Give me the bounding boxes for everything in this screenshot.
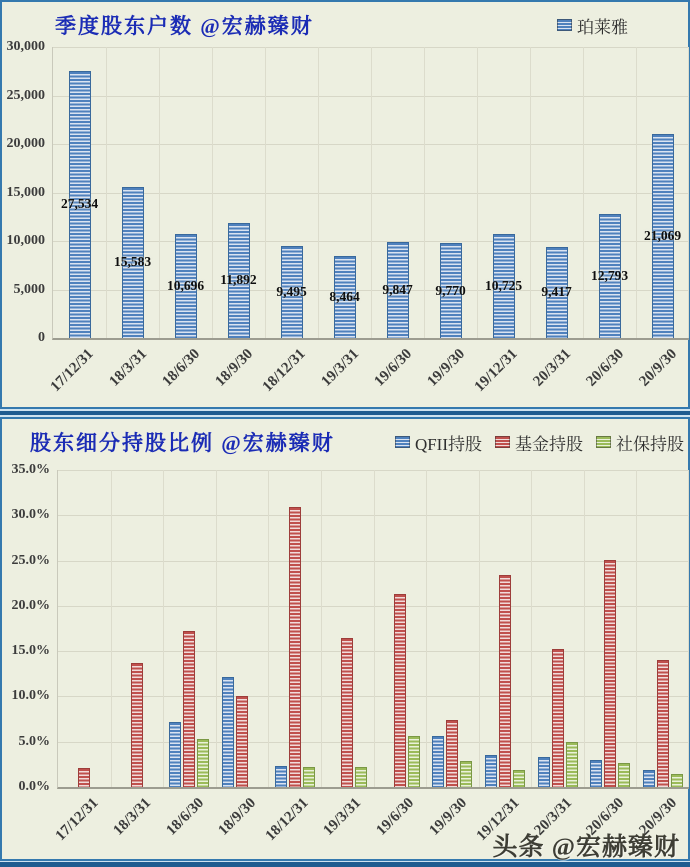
x-axis-tick-label: 20/9/30 [636,795,681,839]
legend-entry [557,13,628,38]
基金持股-bar [604,560,616,787]
gridline-vertical [583,47,584,338]
gridline-vertical [374,470,375,787]
y-axis-tick-label: 20,000 [6,136,45,151]
x-axis-tick-label: 19/6/30 [373,795,418,839]
x-axis-tick-label: 18/3/31 [110,795,155,839]
y-axis-tick-label: 30,000 [6,39,45,54]
y-axis-tick-label: 15.0% [11,643,50,659]
blue-series-swatch-icon [395,436,410,448]
gridline-vertical [321,470,322,787]
y-axis-tick-label: 0.0% [18,779,50,794]
gridline-vertical [268,470,269,787]
chart-title: 季度股东户数 @宏赫臻财 [55,14,314,38]
legend-label: 基金持股 [515,434,583,454]
QFII持股-bar [590,760,602,787]
legend [557,13,628,38]
bar-value-label: 8,464 [329,288,360,304]
QFII持股-bar [538,757,550,787]
基金持股-bar [499,575,511,787]
gridline-vertical [636,470,637,787]
x-axis-tick-label: 19/3/31 [318,346,362,390]
QFII持股-bar [169,722,181,787]
gridline-vertical [106,47,107,338]
gridline-vertical [530,47,531,338]
社保持股-bar [303,767,315,787]
gridline-vertical [688,47,689,338]
holding-ratio-chart-panel [0,417,690,861]
legend-label: QFII持股 [414,434,482,454]
x-axis-tick-label: 20/9/30 [636,346,680,390]
社保持股-bar [460,761,472,787]
plot-area [6,39,689,396]
基金持股-bar [657,660,669,787]
plot-area [11,462,689,845]
legend-entry [395,430,482,455]
x-axis-tick-label: 19/9/30 [425,795,470,839]
基金持股-bar [552,649,564,787]
gridline-vertical [216,470,217,787]
watermark: 头条 @宏赫臻财 [492,834,680,861]
bar-value-label: 11,892 [220,272,257,288]
bar-value-label: 9,847 [382,282,413,298]
x-axis-tick-label: 20/3/31 [530,346,574,390]
legend-entry [495,430,583,455]
y-axis-tick-label: 10,000 [6,233,45,248]
x-axis-tick-label: 20/6/30 [583,795,628,839]
chart-header [30,427,684,457]
社保持股-bar [513,770,525,787]
bar-value-label: 9,417 [541,284,572,300]
基金持股-bar [289,507,301,787]
社保持股-bar [671,774,683,787]
QFII持股-bar [222,677,234,787]
bar-value-label: 12,793 [590,267,629,283]
x-axis-tick-label: 18/6/30 [159,346,203,390]
基金持股-bar [131,663,143,787]
x-axis-tick-label: 19/3/31 [320,795,365,839]
QFII持股-bar [485,755,497,787]
y-axis-tick-label: 30.0% [11,507,50,523]
社保持股-bar [197,739,209,787]
gridline-vertical [531,470,532,787]
panel-separator [0,409,690,417]
y-axis-tick-label: 20.0% [11,597,50,613]
bar-value-label: 9,770 [435,282,466,298]
bar-value-label: 21,069 [643,227,682,243]
gridline-vertical [479,470,480,787]
x-axis-tick-label: 18/9/30 [212,346,256,390]
x-axis-tick-label: 18/9/30 [215,795,260,839]
gridline-vertical [426,470,427,787]
基金持股-bar [394,594,406,787]
社保持股-bar [408,736,420,787]
x-axis-tick-label: 18/3/31 [106,346,150,390]
x-axis-tick-label: 17/12/31 [52,795,102,845]
y-axis-tick-label: 10.0% [11,688,50,704]
gridline-vertical [371,47,372,338]
QFII持股-bar [643,770,655,787]
y-axis-tick-label: 5,000 [13,281,45,297]
gridline-vertical [111,470,112,787]
x-axis-tick-label: 18/6/30 [163,795,207,839]
green-series-swatch-icon [596,436,611,448]
x-axis-tick-label: 19/6/30 [371,346,415,390]
shareholder-count-chart-panel [0,0,690,409]
x-axis-tick-label: 18/12/31 [259,346,309,396]
chart-header [55,10,628,40]
y-axis-tick-label: 25,000 [6,87,45,103]
社保持股-bar [618,763,630,787]
x-axis-tick-label: 19/9/30 [424,346,468,390]
基金持股-bar [78,768,90,787]
社保持股-bar [355,767,367,787]
gridline-vertical [265,47,266,338]
y-axis-tick-label: 35.0% [11,462,50,477]
chart-title: 股东细分持股比例 @宏赫臻财 [30,431,335,455]
gridline-vertical [212,47,213,338]
x-axis-tick-label: 17/12/31 [47,346,97,396]
gridline-vertical [688,470,689,787]
基金持股-bar [183,631,195,787]
legend [395,430,684,455]
legend-label: 社保持股 [616,434,684,454]
QFII持股-bar [275,766,287,787]
legend-entry [596,430,684,455]
bar-value-label: 10,696 [166,278,205,294]
gridline-vertical [163,470,164,787]
gridline-vertical [636,47,637,338]
bar-value-label: 9,495 [276,283,307,299]
gridline-vertical [159,47,160,338]
blue-series-swatch-icon [557,19,572,31]
bar-value-label: 10,725 [484,277,523,293]
gridline-vertical [584,470,585,787]
QFII持股-bar [432,736,444,787]
x-axis-tick-label: 19/12/31 [471,346,521,396]
y-axis-tick-label: 0 [38,330,45,345]
y-axis-tick-label: 25.0% [11,552,50,568]
x-axis-tick-label: 19/12/31 [473,795,523,845]
bar-value-label: 15,583 [113,254,152,270]
bar-value-label: 27,534 [60,196,99,212]
gridline-vertical [318,47,319,338]
x-axis-tick-label: 18/12/31 [262,795,312,845]
社保持股-bar [566,742,578,787]
x-axis-tick-label: 20/3/31 [531,795,575,839]
基金持股-bar [341,638,353,787]
y-axis-tick-label: 5.0% [18,733,50,749]
legend-label: 珀莱雅 [577,17,628,37]
基金持股-bar [236,696,248,787]
gridline-vertical [424,47,425,338]
x-axis-tick-label: 20/6/30 [583,346,627,390]
gridline-vertical [477,47,478,338]
y-axis-tick-label: 15,000 [6,184,45,200]
red-series-swatch-icon [495,436,510,448]
基金持股-bar [446,720,458,787]
